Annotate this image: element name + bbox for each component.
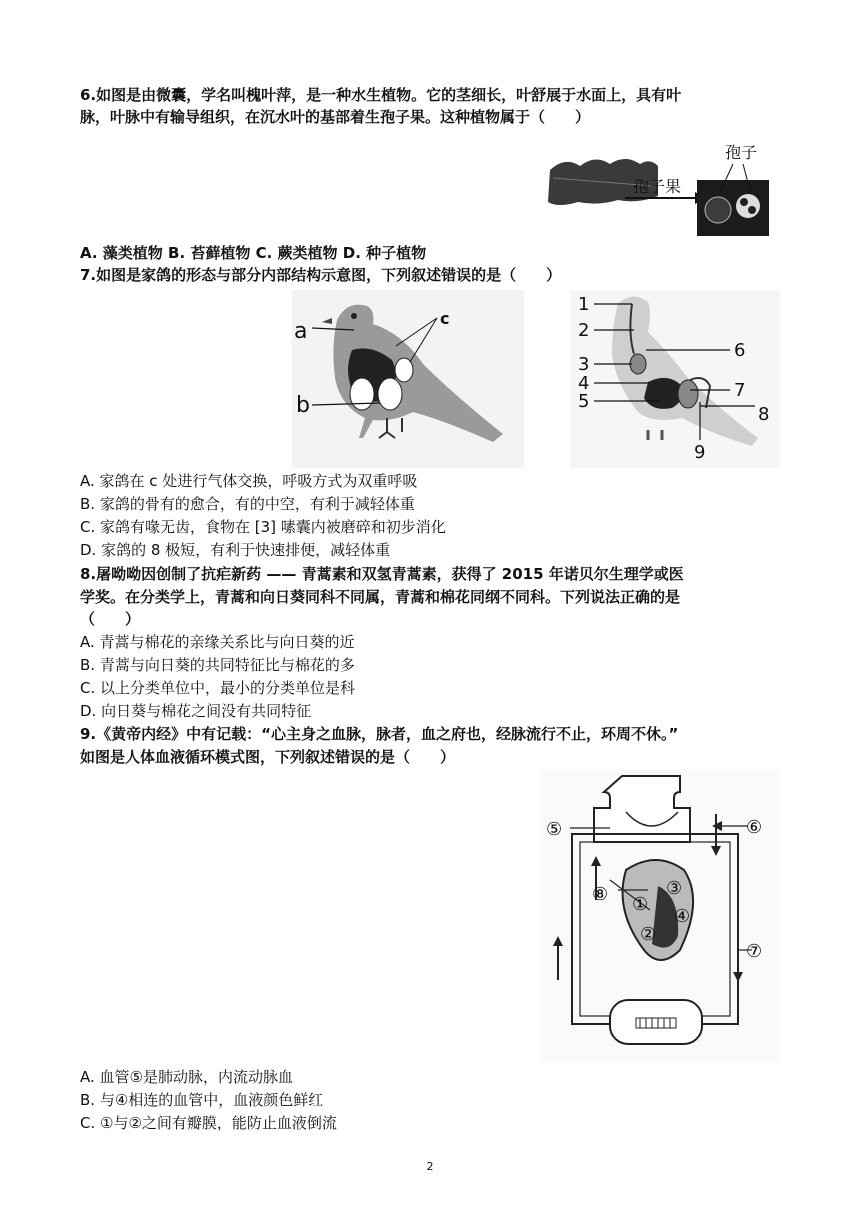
label-c: c xyxy=(440,309,450,328)
q9-stem-line2: 如图是人体血液循环模式图，下列叙述错误的是（ ） xyxy=(80,748,456,766)
label-vessel-7: ⑦ xyxy=(746,941,763,962)
label-5: 5 xyxy=(578,391,590,412)
q7-option-b: B. 家鸽的骨有的愈合，有的中空，有利于减轻体重 xyxy=(80,495,415,513)
q6-stem-line2: 脉，叶脉中有输导组织，在沉水叶的基部着生孢子果。这种植物属于（ ） xyxy=(80,108,591,126)
label-b: b xyxy=(296,393,310,418)
label-chamber-4: ④ xyxy=(674,906,691,927)
q9-option-b: B. 与④相连的血管中，血液颜色鲜红 xyxy=(80,1091,324,1109)
label-chamber-2: ② xyxy=(640,924,657,945)
page-number: 2 xyxy=(426,1160,434,1173)
label-chamber-1: ① xyxy=(632,894,649,915)
label-3: 3 xyxy=(578,354,590,375)
q9-circulation-diagram xyxy=(540,770,780,1062)
label-4: 4 xyxy=(578,373,590,394)
q8-option-a: A. 青蒿与棉花的亲缘关系比与向日葵的近 xyxy=(80,633,355,651)
label-1: 1 xyxy=(578,294,590,315)
q7-stem: 7.如图是家鸽的形态与部分内部结构示意图，下列叙述错误的是（ ） xyxy=(80,266,562,284)
q7-pigeon-right-figure xyxy=(570,290,780,468)
q9-option-c: C. ①与②之间有瓣膜，能防止血液倒流 xyxy=(80,1114,337,1132)
label-9: 9 xyxy=(694,442,706,463)
q9-option-a: A. 血管⑤是肺动脉，内流动脉血 xyxy=(80,1068,293,1086)
label-vessel-5: ⑤ xyxy=(546,819,563,840)
label-vessel-8: ⑧ xyxy=(592,884,609,905)
label-a: a xyxy=(294,319,308,344)
q8-option-c: C. 以上分类单位中，最小的分类单位是科 xyxy=(80,679,356,697)
q7-option-c: C. 家鸽有喙无齿，食物在 [3] 嗉囊内被磨碎和初步消化 xyxy=(80,518,446,536)
q6-options: A. 藻类植物 B. 苔藓植物 C. 蕨类植物 D. 种子植物 xyxy=(80,244,427,262)
label-2: 2 xyxy=(578,320,590,341)
q8-stem-line1: 8.屠呦呦因创制了抗疟新药 —— 青蒿素和双氢青蒿素，获得了 2015 年诺贝尔生理学或医 xyxy=(80,565,684,583)
q8-stem-line3: （ ） xyxy=(80,610,141,628)
spore-label: 孢子 xyxy=(725,143,758,162)
q7-option-d: D. 家鸽的 8 极短，有利于快速排便，减轻体重 xyxy=(80,541,391,559)
q8-option-d: D. 向日葵与棉花之间没有共同特征 xyxy=(80,702,312,720)
q8-stem-line2: 学奖。在分类学上，青蒿和向日葵同科不同属，青蒿和棉花同纲不同科。下列说法正确的是 xyxy=(80,588,681,606)
q7-pigeon-left-figure xyxy=(292,290,524,468)
q9-stem-line1: 9.《黄帝内经》中有记载：“心主身之血脉，脉者，血之府也，经脉流行不止，环周不休。” xyxy=(80,725,679,743)
q8-option-b: B. 青蒿与向日葵的共同特征比与棉花的多 xyxy=(80,656,355,674)
q6-stem-line1: 6.如图是由微囊，学名叫槐叶萍，是一种水生植物。它的茎细长，叶舒展于水面上，具有叶 xyxy=(80,86,682,104)
q7-option-a: A. 家鸽在 c 处进行气体交换，呼吸方式为双重呼吸 xyxy=(80,472,418,490)
label-vessel-6: ⑥ xyxy=(746,817,763,838)
q6-plant-figure xyxy=(545,140,785,240)
sporocarp-label: 孢子果 xyxy=(633,177,682,196)
label-8: 8 xyxy=(758,404,770,425)
label-chamber-3: ③ xyxy=(666,878,683,899)
label-7: 7 xyxy=(734,380,746,401)
label-6: 6 xyxy=(734,340,746,361)
